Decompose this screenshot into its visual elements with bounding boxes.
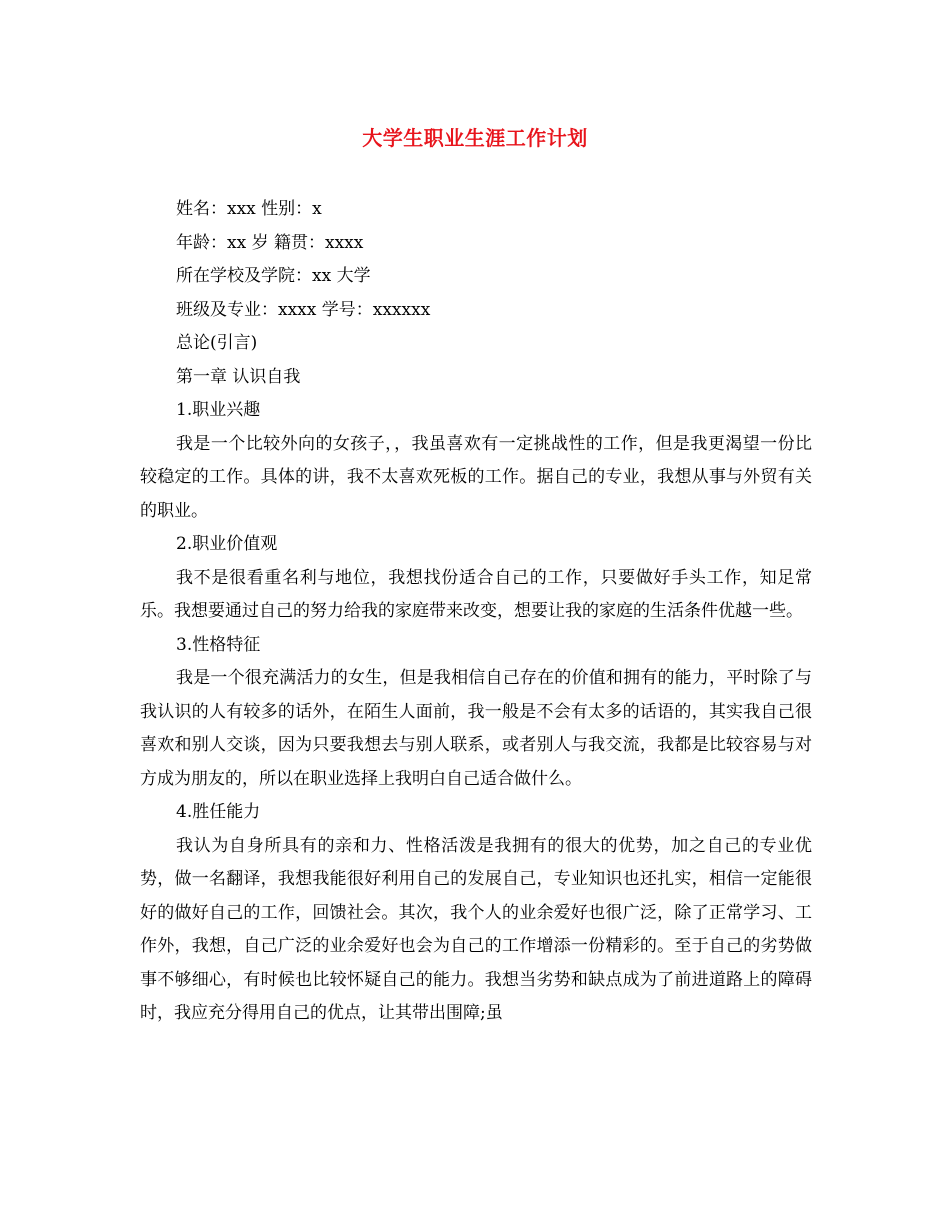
section-heading: 4.胜任能力 xyxy=(176,802,261,822)
section-paragraph: 我不是很看重名利与地位，我想找份适合自己的工作，只要做好手头工作，知足常乐。我想要通过自己的努力给我的家庭带来改变，想要让我的家庭的生活条件优越一些。 xyxy=(140,567,812,621)
info-name-gender: 姓名：xxx 性别：x xyxy=(176,199,322,219)
intro-heading: 总论(引言) xyxy=(176,333,258,353)
document-title: 大学生职业生涯工作计划 xyxy=(362,126,588,150)
chapter-heading: 第一章 认识自我 xyxy=(176,366,301,387)
document-body xyxy=(140,193,812,1031)
section-paragraph: 我是一个很充满活力的女生，但是我相信自己存在的价值和拥有的能力，平时除了与我认识的人有较多的话外，在陌生人面前，我一般是不会有太多的话语的，其实我自己很喜欢和别人交谈，因为只要我想去与别人联系，或者别人与我交流，我都是比较容易与对方成为朋友的，所以在职业选择上我明白自己适合做什么。 xyxy=(140,668,812,789)
section-heading: 1.职业兴趣 xyxy=(176,400,261,420)
section-paragraph: 我是一个比较外向的女孩子，，我虽喜欢有一定挑战性的工作，但是我更渴望一份比较稳定的工作。具体的讲，我不太喜欢死板的工作。据自己的专业，我想从事与外贸有关的职业。 xyxy=(140,433,812,521)
info-school: 所在学校及学院：xx 大学 xyxy=(176,266,371,286)
section-heading: 3.性格特征 xyxy=(176,634,261,655)
info-class-id: 班级及专业：xxxx 学号：xxxxxx xyxy=(176,299,431,320)
info-age-origin: 年龄：xx 岁 籍贯：xxxx xyxy=(176,232,364,253)
section-heading: 2.职业价值观 xyxy=(176,534,278,554)
section-paragraph: 我认为自身所具有的亲和力、性格活泼是我拥有的很大的优势，加之自己的专业优势，做一名翻译，我想我能很好利用自己的发展自己，专业知识也还扎实，相信一定能很好的做好自己的工作，回馈社会。其次，我个人的业余爱好也很广泛，除了正常学习、工作外，我想，自己广泛的业余爱好也会为自己的工作增添一份精彩的。至于自己的劣势做事不够细心，有时候也比较怀疑自己的能力。我想当劣势和缺点成为了前进道路上的障碍时，我应充分得用自己的优点，让其带出围障;虽 xyxy=(140,835,812,1023)
